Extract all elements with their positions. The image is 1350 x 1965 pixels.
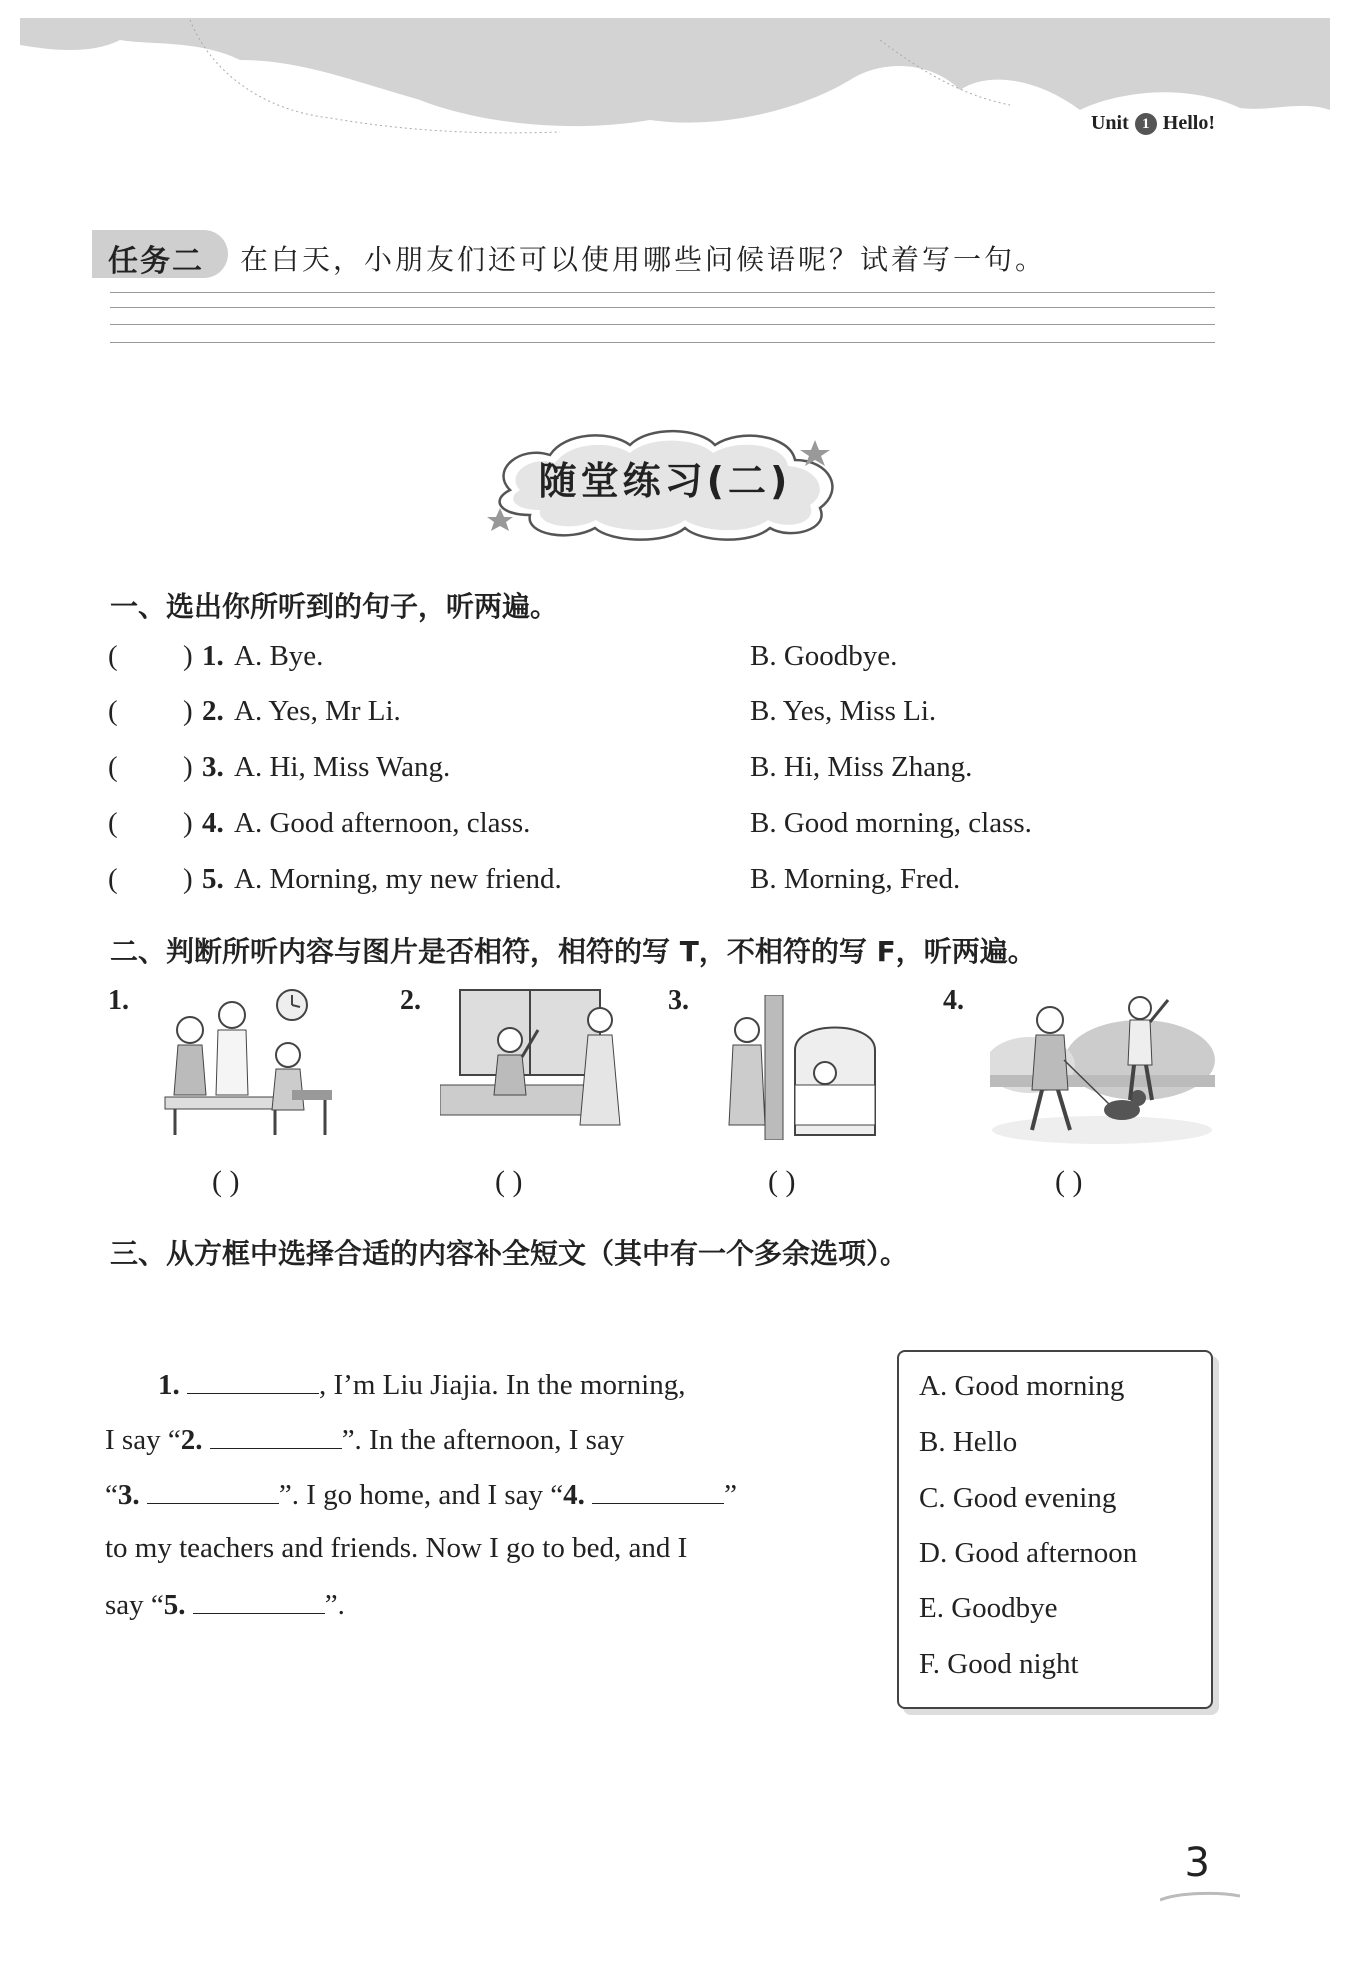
- unit-title: Hello!: [1162, 112, 1215, 134]
- answer-close-paren: ): [183, 863, 193, 895]
- passage-text: ”: [724, 1479, 738, 1511]
- choice-box: [897, 1350, 1213, 1709]
- passage-text: I say “: [105, 1424, 181, 1456]
- answer-open-paren[interactable]: (: [108, 695, 118, 727]
- answer-blank-1[interactable]: [187, 1367, 319, 1394]
- question-number: 5.: [202, 863, 224, 895]
- blank-number: 2.: [180, 1424, 203, 1456]
- blank-number: 4.: [563, 1479, 585, 1511]
- writing-line[interactable]: [110, 292, 1215, 293]
- answer-open-paren[interactable]: (: [108, 751, 118, 783]
- mother-boy-in-bed-illustration: [725, 995, 890, 1140]
- question-number: 3.: [202, 751, 224, 783]
- task-prompt: 在白天，小朋友们还可以使用哪些问候语呢？试着写一句。: [240, 243, 1047, 276]
- picture-answer[interactable]: ( ): [212, 1165, 240, 1198]
- option-b: B. Goodbye.: [750, 640, 898, 672]
- writing-line: [110, 342, 1215, 343]
- answer-open-paren[interactable]: (: [108, 640, 118, 672]
- picture-number: 4.: [943, 985, 964, 1016]
- exercise-title: 随堂练习(二): [538, 459, 792, 503]
- passage-text: say “: [105, 1589, 164, 1621]
- answer-open-paren[interactable]: (: [108, 863, 118, 895]
- passage-line: [105, 1422, 624, 1457]
- unit-label: [1091, 112, 1215, 135]
- option-b: B. Good morning, class.: [750, 807, 1032, 839]
- choice-option: F. Good night: [919, 1648, 1079, 1680]
- answer-open-paren[interactable]: (: [108, 807, 118, 839]
- passage-line: [158, 1367, 685, 1402]
- choice-option: A. Good morning: [919, 1370, 1125, 1402]
- option-a: A. Bye.: [234, 640, 324, 672]
- picture-number: 3.: [668, 985, 689, 1016]
- picture-number: 1.: [108, 985, 129, 1016]
- unit-word: Unit: [1090, 112, 1129, 134]
- passage-text: ”. In the afternoon, I say: [341, 1424, 625, 1456]
- choice-option: B. Hello: [919, 1426, 1018, 1458]
- passage-line: [105, 1587, 345, 1622]
- boy-walking-dog-park-illustration: [990, 990, 1215, 1150]
- answer-blank-4[interactable]: [592, 1477, 724, 1504]
- writing-line: [110, 324, 1215, 325]
- passage-text: “: [105, 1479, 118, 1511]
- page-number: 3: [1184, 1840, 1210, 1886]
- section-2-heading: 二、判断所听内容与图片是否相符，相符的写 T，不相符的写 F，听两遍。: [110, 935, 1036, 968]
- option-b: B. Hi, Miss Zhang.: [750, 751, 973, 783]
- passage-text: ”. I go home, and I say “: [278, 1479, 564, 1511]
- writing-line: [110, 307, 1215, 308]
- task-badge-label: 任务二: [108, 244, 204, 279]
- section-1-heading: 一、选出你所听到的句子，听两遍。: [110, 590, 559, 623]
- option-a: A. Good afternoon, class.: [234, 807, 531, 839]
- unit-number-badge: 1: [1135, 113, 1157, 135]
- choice-option: D. Good afternoon: [919, 1537, 1138, 1569]
- page-number-swoosh: [1160, 1890, 1240, 1902]
- question-number: 1.: [202, 640, 224, 672]
- passage-line: to my teachers and friends. Now I go to bed, and I: [105, 1532, 688, 1564]
- option-b: B. Morning, Fred.: [750, 863, 961, 895]
- option-a: A. Hi, Miss Wang.: [234, 751, 451, 783]
- picture-number: 2.: [400, 985, 421, 1016]
- answer-blank-3[interactable]: [147, 1477, 279, 1504]
- passage-text: ”.: [324, 1589, 345, 1621]
- option-b: B. Yes, Miss Li.: [750, 695, 937, 727]
- blank-number: 5.: [163, 1589, 186, 1621]
- family-dinner-clock-illustration: [160, 985, 340, 1150]
- choice-option: C. Good evening: [919, 1482, 1117, 1514]
- picture-answer[interactable]: ( ): [1055, 1165, 1083, 1198]
- picture-answer[interactable]: ( ): [495, 1165, 523, 1198]
- boy-waking-window-illustration: [440, 985, 630, 1140]
- answer-close-paren: ): [183, 640, 193, 672]
- answer-close-paren: ): [183, 751, 193, 783]
- option-a: A. Morning, my new friend.: [234, 863, 562, 895]
- question-number: 4.: [202, 807, 224, 839]
- passage-line: [105, 1477, 737, 1512]
- blank-number: 1.: [158, 1369, 180, 1401]
- option-a: A. Yes, Mr Li.: [234, 695, 401, 727]
- blank-number: 3.: [117, 1479, 140, 1511]
- answer-blank-5[interactable]: [193, 1587, 325, 1614]
- choice-option: E. Goodbye: [919, 1592, 1058, 1624]
- answer-close-paren: ): [183, 807, 193, 839]
- section-3-heading: 三、从方框中选择合适的内容补全短文（其中有一个多余选项）。: [110, 1237, 909, 1270]
- passage-text: , I’m Liu Jiajia. In the morning,: [319, 1369, 686, 1401]
- question-number: 2.: [202, 695, 224, 727]
- answer-close-paren: ): [183, 695, 193, 727]
- picture-answer[interactable]: ( ): [768, 1165, 796, 1198]
- answer-blank-2[interactable]: [210, 1422, 342, 1449]
